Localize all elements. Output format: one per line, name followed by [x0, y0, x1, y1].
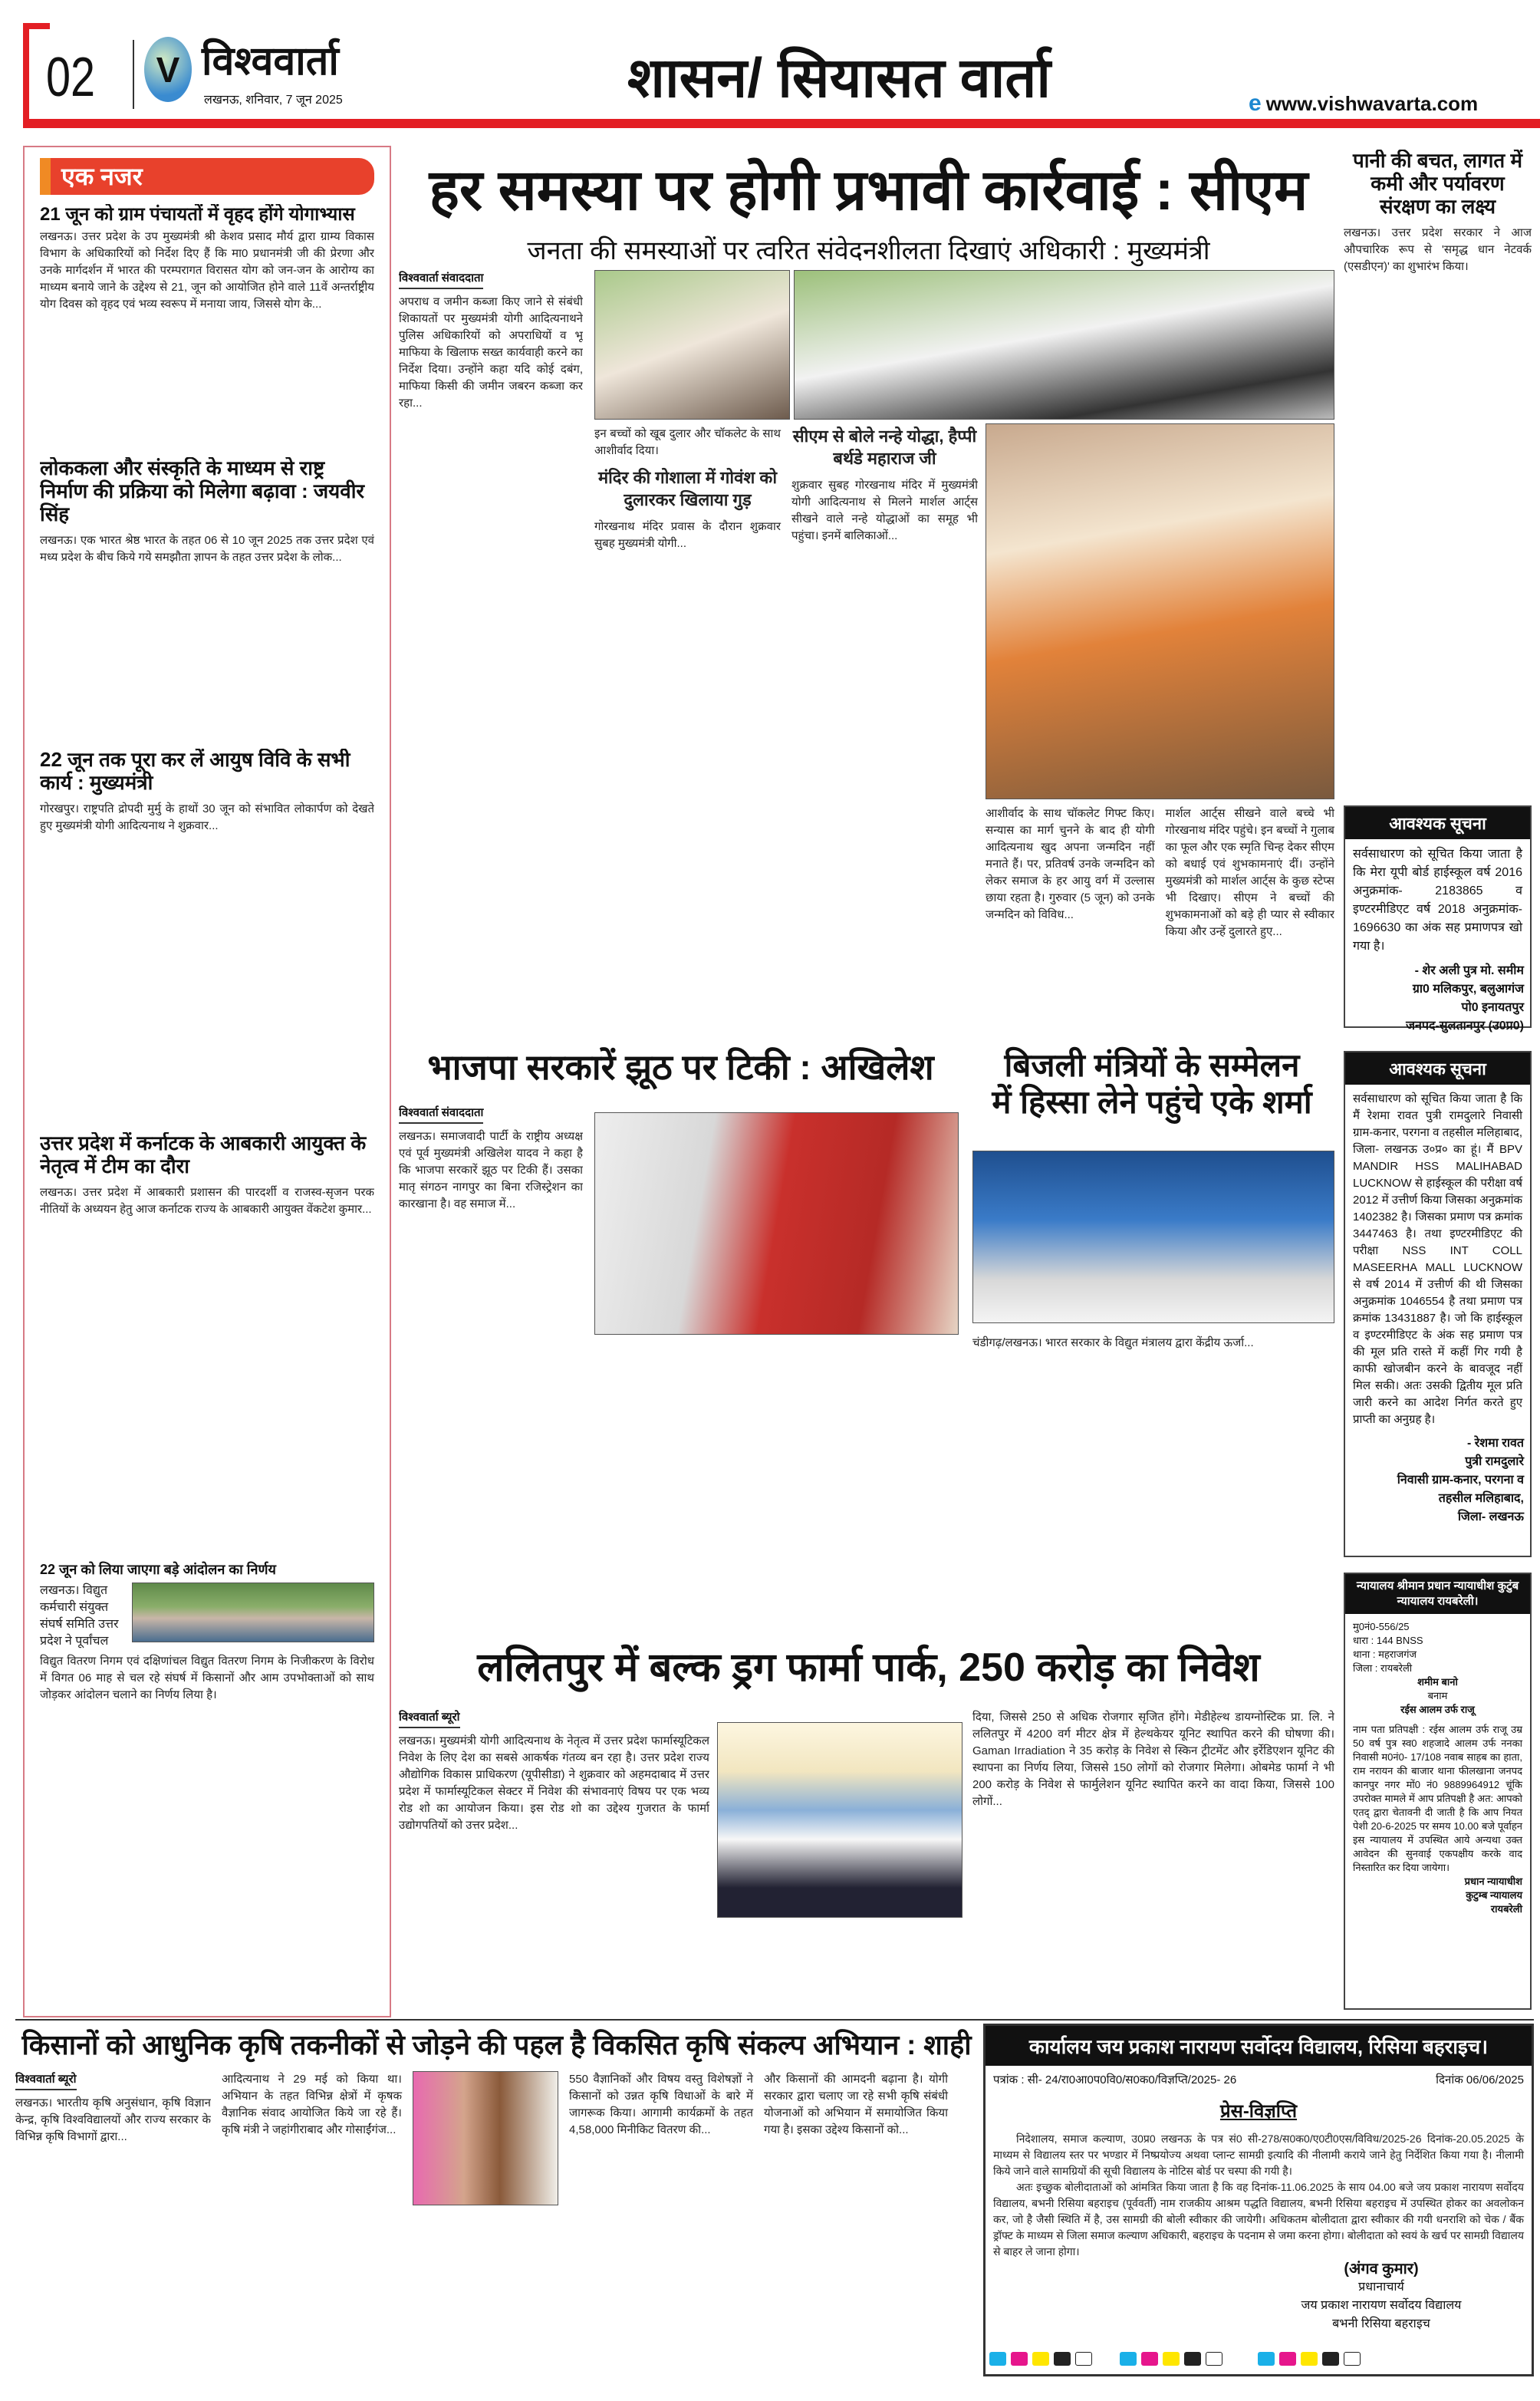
photo-power-conference	[972, 1151, 1334, 1323]
lead-body-left: विश्ववार्ता संवाददाता अपराध व जमीन कब्जा किए जाने से संबंधी शिकायतों पर मुख्यमंत्री योगी आदित्यनाथने पुलिस अधिकारियों को अपराधियों व भू माफिया के खिलाफ सख्त कार्यवाही करने का निर्देश दिया। उन्होंने कहा यदि कोई दबंग, माफिया किसी की जमीन जबरन कब्जा कर रहा...	[399, 272, 583, 410]
lalitpur-body-right: दिया, जिससे 250 से अधिक रोजगार सृजित होंगे। मेडीहेल्थ डायग्नोस्टिक प्रा. लि. ने ललितपुर में 4200 वर्ग मीटर क्षेत्र में हेल्थकेयर यूनिट स्थापित करने की घोषणा की। Gaman Irradiation ने 35 करोड़ के निवेश से स्किन ट्रीटमेंट और इर्रेडिएशन यूनिट की स्थापना का निर्णय लिया, जिससे 150 लोगों को रोजगार मिलेगा। ओबमेड फार्मा ने भी 200 करोड़ के निवेश से फार्मुलेशन यूनिट स्थापित करने का वादा किया, जिससे 100 लोगों...	[972, 1711, 1334, 1808]
photo-pharma-roadshow	[717, 1722, 962, 1918]
photo-akhilesh	[594, 1112, 959, 1335]
photo-cm-cows	[986, 423, 1334, 799]
ek-nazar-label: एक नजर	[40, 158, 374, 195]
side-story: पानी की बचत, लागत में कमी और पर्यावरण संरक्षण का लक्ष्य लखनऊ। उत्तर प्रदेश सरकार ने आज औपचारिक रूप से 'समृद्ध धान नेटवर्क (एसडीएन)' का शुभारंभ किया।	[1344, 150, 1532, 273]
browser-icon: e	[1249, 91, 1262, 116]
dateline: लखनऊ, शनिवार, 7 जून 2025	[204, 94, 343, 107]
bijli-body: चंडीगढ़/लखनऊ। भारत सरकार के विद्युत मंत्रालय द्वारा केंद्रीय ऊर्जा...	[972, 1336, 1254, 1349]
bijli-headline: बिजली मंत्रियों के सम्मेलन में हिस्सा लेने पहुंचे एके शर्मा	[992, 1047, 1312, 1121]
logo-icon: V	[144, 37, 192, 102]
lead-subhead: सीएम से बोले नन्हे योद्धा, हैप्पी बर्थडे महाराज जी	[792, 427, 977, 468]
news-item: 22 जून तक पूरा कर लें आयुष विवि के सभी कार्य : मुख्यमंत्री गोरखपुर। राष्ट्रपति द्रोपदी मुर्मु के हाथों 30 जून को संभावित लोकार्पण को देखते हुए मुख्यमंत्री योगी आदित्यनाथ ने शुक्रवार...	[40, 749, 374, 832]
color-registration-marks	[989, 2352, 1092, 2366]
notice-lost-certificate-2: आवश्यक सूचना सर्वसाधारण को सूचित किया जाता है कि मैं रेशमा रावत पुत्री रामदुलारे निवासी ग्राम-कनार, परगना व तहसील मलिहाबाद, जिला- लखनऊ उ०प्र० का हूं। मैं BPV MANDIR HSS MALIHABAD LUCKNOW से हाईस्कूल की परीक्षा वर्ष 2012 में उत्तीर्ण किया जिसका अनुक्रमांक 1402382 है। जिसका प्रमाण पत्र क्रमांक 3447463 है। तथा इण्टरमीडिएट की परीक्षा NSS INT COLL MASEERHA MALL LUCKNOW से वर्ष 2014 में उत्तीर्ण की थी जिसका अनुक्रमांक 1046554 है तथा प्रमाण पत्र क्रमांक 13431887 है। जो कि हाईस्कूल व इण्टरमीडिएट के अंक सह प्रमाण पत्र की मूल प्रति रास्ते में कहीं गिर गयी है काफी खोजबीन करने के बावजूद नहीं मिल सकी। अतः उसकी द्वितीय मूल प्रति जारी करने का आदेश निर्गत करते हुए प्राप्ती का अनुग्रह है। - रेशमा रावत पुत्री रामदुलारे निवासी ग्राम-कनार, परगना व तहसील मलिहाबाद, जिला- लखनऊ	[1344, 1051, 1532, 1557]
page-number: 02	[46, 47, 96, 108]
news-item: उत्तर प्रदेश में कर्नाटक के आबकारी आयुक्त के नेतृत्व में टीम का दौरा लखनऊ। उत्तर प्रदेश में आबकारी प्रशासन की पारदर्शी व राजस्व-सृजन परक नीतियों के अध्ययन हेतु आज कर्नाटक राज्य के आबकारी आयुक्त वेंकटेश कुमार...	[40, 1132, 374, 1216]
masthead	[23, 23, 1540, 128]
news-item: 21 जून को ग्राम पंचायतों में वृहद होंगे योगाभ्यास लखनऊ। उत्तर प्रदेश के उप मुख्यमंत्री श्री केशव प्रसाद मौर्य द्वारा ग्राम्य विकास विभाग के अधिकारियों को निर्देश दिए हैं कि मा0 प्रधानमंत्री जी की प्रेरणा और उनके मार्गदर्शन में भारत की परम्परागत विरासत योग को जन-जन के आरोग्य का माध्यम बनाये जाने के उद्देश्य से 21, जून को आयोजित होने वाले 11वें अन्तर्राष्ट्रीय योग दिवस को वृहद एवं भव्य स्वरूप में मनाया जाय, जिससे योग के...	[40, 204, 374, 311]
protest-photo	[132, 1583, 374, 1642]
lalitpur-headline: ललितपुर में बल्क ड्रग फार्मा पार्क, 250 करोड़ का निवेश	[477, 1645, 1260, 1690]
color-registration-marks	[1258, 2352, 1361, 2366]
court-notice: न्यायालय श्रीमान प्रधान न्यायाधीश कुटुंब न्यायालय रायबरेली। मु0नं0-556/25 धारा : 144 BNSS थाना : महराजगंज जिला : रायबरेली शमीम बानो बनाम रईस आलम उर्फ राजू नाम पता प्रतिपक्षी : रईस आलम उर्फ राजू उम्र 50 वर्ष पुत्र स्व0 शहजादे आलम उर्फ ननका निवासी म0नं0- 17/108 नवाब साहब का हाता, राम नरायन की बाजार थाना फीलखाना जनपद कानपुर नगर मों0 नं0 9889964912 चूंकि उपरोक्त मामले में आप प्रतिपक्षी है अत: आपको एतद् द्वारा चेतावनी दी जाती है कि आप नियत पेशी 20-6-2025 पर समय 10.00 बजे पूर्वाहन इस न्यायालय में उपस्थित आये अन्यथा उक्त आवेदन की सुनवाई एकपक्षीय करके वाद निस्तारित कर दिया जायेगा। प्रधान न्यायाधीश कुटुम्ब न्यायालय रायबरेली	[1344, 1573, 1532, 2010]
news-item: लोककला और संस्कृति के माध्यम से राष्ट्र निर्माण की प्रक्रिया को मिलेगा बढ़ावा : जयवीर सिंह लखनऊ। एक भारत श्रेष्ठ भारत के तहत 06 से 10 जून 2025 तक उत्तर प्रदेश एवं मध्य प्रदेश के बीच किये गये समझौता ज्ञापन के तहत उत्तर प्रदेश के लोक...	[40, 457, 374, 564]
photo-martial-arts-group	[794, 270, 1334, 420]
kisan-headline: किसानों को आधुनिक कृषि तकनीकों से जोड़ने की पहल है विकसित कृषि संकल्प अभियान : शाही	[21, 2029, 972, 2060]
akhilesh-headline: भाजपा सरकारें झूठ पर टिकी : अखिलेश	[427, 1047, 934, 1087]
photo-cm-children	[594, 270, 790, 420]
section-title: शासन/ सियासत वार्ता	[627, 48, 1051, 109]
notice-lost-certificate-1: आवश्यक सूचना सर्वसाधारण को सूचित किया जाता है कि मेरा यूपी बोर्ड हाईस्कूल वर्ष 2016 अनुक्रमांक- 2183865 व इण्टरमीडिएट वर्ष 2018 अनुक्रमांक- 1696630 का अंक सह प्रमाणपत्र खो गया है। - शेर अली पुत्र मो. समीम ग्रा0 मलिकपुर, बलुआगंज पो0 इनायतपुर जनपद-सुलतानपुर (उ0प्र0)	[1344, 805, 1532, 1028]
photo-minister	[413, 2071, 558, 2205]
lead-body-cols: इन बच्चों को खूब दुलार और चॉकलेट के साथ आशीर्वाद दिया। मंदिर की गोशाला में गोवंश को दुलारकर खिलाया गुड़ गोरखनाथ मंदिर प्रवास के दौरान शुक्रवार सुबह मुख्यमंत्री योगी... सीएम से बोले नन्हे योद्धा, हैप्पी बर्थडे महाराज जी शुक्रवार सुबह गोरखनाथ मंदिर में मुख्यमंत्री योगी आदित्यनाथ से मिलने मार्शल आर्ट्स सीखने वाले नन्हे योद्धाओं का समूह भी पहुंचा। इनमें बालिकाओं...	[594, 427, 978, 551]
kisan-body: विश्ववार्ता ब्यूरो लखनऊ। भारतीय कृषि अनुसंधान, कृषि विज्ञान केन्द्र, कृषि विश्वविद्यालयों और राज्य सरकार के विभिन्न कृषि विभागों द्वारा... आदित्यनाथ ने 29 मई को किया था। अभियान के तहत विभिन्न क्षेत्रों में कृषक वैज्ञानिक संवाद आयोजित किये जा रहे हैं। कृषि मंत्री ने जहांगीराबाद और गोसाईंगंज... 550 वैज्ञानिकों और विषय वस्तु विशेषज्ञों ने किसानों को उन्नत कृषि विधाओं के बारे में जागरूक किया। आगामी कार्यक्रमों के तहत 4,58,000 मिनीकिट वितरण की... और किसानों की आमदनी बढ़ाना है। योगी सरकार द्वारा चलाए जा रहे सभी कृषि संबंधी योजनाओं को अभियान में समायोजित किया गया है। इसका उद्देश्य किसानों को...	[15, 2071, 978, 2378]
akhilesh-body: विश्ववार्ता संवाददाता लखनऊ। समाजवादी पार्टी के राष्ट्रीय अध्यक्ष एवं पूर्व मुख्यमंत्री अखिलेश यादव ने कहा है कि भाजपा सरकारें झूठ पर टिकी हैं। उसका मातृ संगठन नागपुर का बिना रजिस्ट्रेशन का कारखाना है। वह समाज में...	[399, 1106, 583, 1210]
lead-subhead: मंदिर की गोशाला में गोवंश को दुलारकर खिलाया गुड़	[597, 468, 778, 509]
news-item: 22 जून को लिया जाएगा बड़े आंदोलन का निर्णय लखनऊ। विद्युत कर्मचारी संयुक्त संघर्ष समिति उत्तर प्रदेश ने पूर्वांचल विद्युत वितरण निगम एवं दक्षिणांचल विद्युत वितरण निगम के निजीकरण के विरोध में विगत 06 माह से चल रहे संघर्ष में किसानों और आम उपभोक्ताओं को साथ जोड़कर आंदोलन चलाने का निर्णय लिया है।	[40, 1562, 374, 1701]
lead-headline: हर समस्या पर होगी प्रभावी कार्रवाई : सीएम	[429, 158, 1308, 222]
paper-name: विश्ववार्ता	[202, 39, 339, 84]
press-release-box: कार्यालय जय प्रकाश नारायण सर्वोदय विद्यालय, रिसिया बहराइच। पत्रांक : सी- 24/रा0आ0प0वि0/स0क0/विज्ञप्ति/2025- 26 दिनांक 06/06/2025 प्रेस-विज्ञप्ति निदेशालय, समाज कल्याण, उ0प्र0 लखनऊ के पत्र सं0 सी-278/स0क0/ए0टी0एस/विविध/2025-26 दिनांक-20.05.2025 के माध्यम से विद्यालय स्तर पर भण्डार में निष्प्रयोज्य अथवा प्लान्ट सामग्री इत्यादि की नीलामी कराये जाने हेतु निर्देशित किया गया है। नीलामी किये जाने वाले सामग्रियों की सूची विद्यालय के नोटिस बोर्ड पर चस्पा की गयी है। अतः इच्छुक बोलीदाताओं को आंमत्रित किया जाता है कि वह दिनांक-11.06.2025 के साय 04.00 बजे जय प्रकाश नारायण सर्वोदय विद्यालय, बभनी रिसिया बहराइच (पूर्ववर्ती) नाम राजकीय आश्रम पद्धति विद्यालय, बभनी रिसिया बहराइच में उपस्थित होकर का अवलोकन कर, जो है जैसी स्थिति में है, उस सामग्री की बोली स्वीकार की जायेगी। अधिकतम बोलीदाता द्वारा स्वीकार की गयी धनराशि को चेक / बैंक ड्रॉफ्ट के माध्यम से जिला समाज कल्याण अधिकारी, बहराइच के पदनाम से जमा करना होगा। बोलीदाता को स्वयं के खर्च पर सामग्री विद्यालय से बाहर ले जाना होगा। (अंगव कुमार) प्रधानाचार्य जय प्रकाश नारायण सर्वोदय विद्यालय बभनी रिसिया बहराइच	[983, 2024, 1534, 2376]
ek-nazar-column	[23, 146, 391, 2017]
lalitpur-body: विश्ववार्ता ब्यूरो लखनऊ। मुख्यमंत्री योगी आदित्यनाथ के नेतृत्व में उत्तर प्रदेश फार्मास्यूटिकल निवेश के लिए देश का सबसे आकर्षक गंतव्य बन रहा है। उत्तर प्रदेश राज्य औद्योगिक विकास प्राधिकरण (यूपीसीडा) ने शुक्रवार को अहमदाबाद में उत्तर प्रदेश में फार्मास्यूटिकल सेक्टर में निवेश की संभावनाएं विषय पर एक भव्य रोड शो का आयोजन किया। इस रोड शो का उद्देश्य गुजरात के फार्मा उद्योगपतियों को उत्तर प्रदेश...	[399, 1711, 709, 1832]
lead-body-right: आशीर्वाद के साथ चॉकलेट गिफ्ट किए। सन्यास का मार्ग चुनने के बाद ही योगी आदित्यनाथ खुद अपना जन्मदिन नहीं मनाते हैं। पर, प्रतिवर्ष उनके जन्मदिन को लेकर समाज के हर आयु वर्ग में उल्लास छाया रहता है। गुरुवार (5 जून) को उनके जन्मदिन को विविध... मार्शल आर्ट्स सीखने वाले बच्चे भी गोरखनाथ मंदिर पहुंचे। इन बच्चों ने गुलाब का फूल और एक स्मृति चिन्ह देकर सीएम को बधाई एवं शुभकामनाएं दीं। उन्होंने मुख्यमंत्री को मार्शल आर्ट्स के कुछ स्टेप्स भी दिखाए। सीएम ने बच्चों की शुभकामनाओं को बड़े ही प्यार से स्वीकार किया और उन्हें दुलारते हुए...	[986, 807, 1334, 938]
lead-subheadline: जनता की समस्याओं पर त्वरित संवेदनशीलता दिखाएं अधिकारी : मुख्यमंत्री	[527, 236, 1210, 265]
press-release-title: कार्यालय जय प्रकाश नारायण सर्वोदय विद्यालय, रिसिया बहराइच।	[986, 2026, 1532, 2066]
color-registration-marks	[1120, 2352, 1222, 2366]
website-link[interactable]: e www.vishwavarta.com	[1249, 91, 1479, 116]
